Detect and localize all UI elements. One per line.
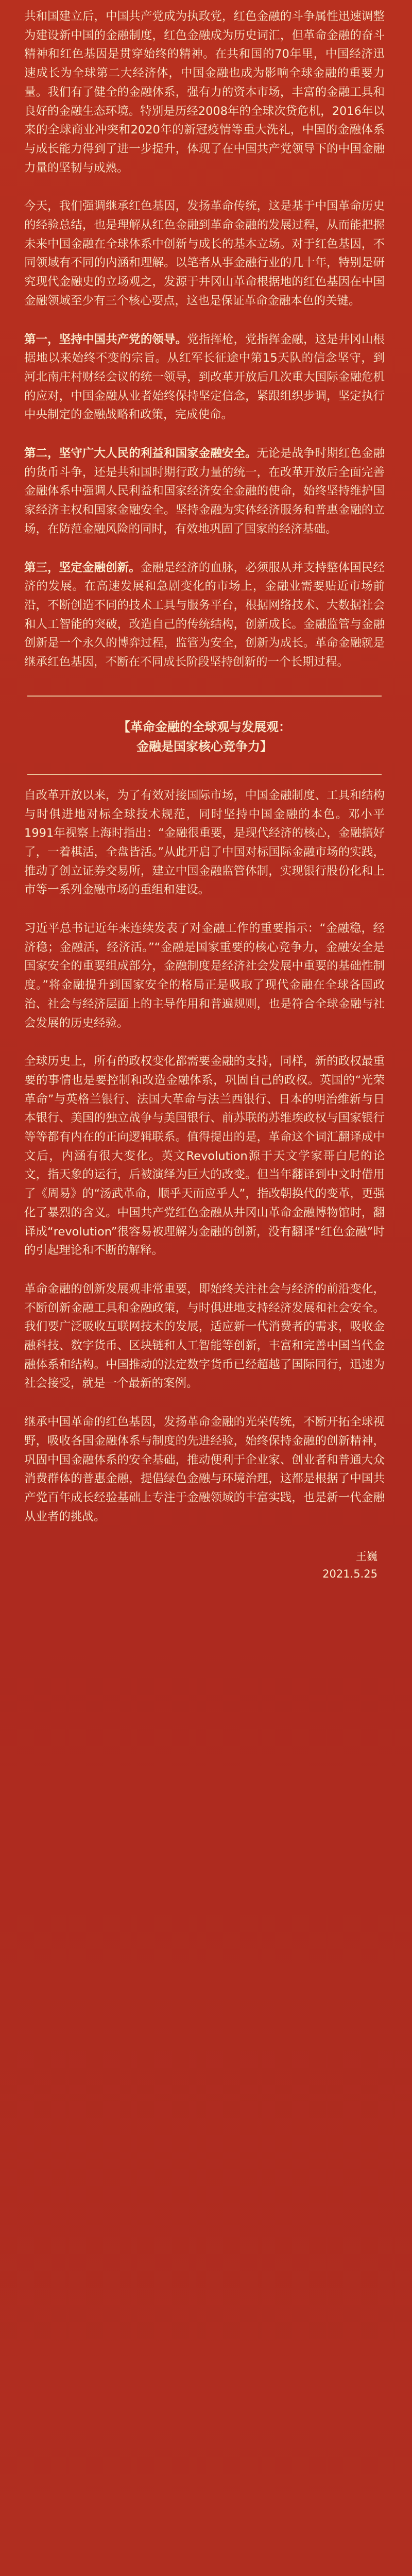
paragraph-lead: 第一，坚持中国共产党的领导。 — [24, 332, 187, 346]
paragraph-4: 第二，坚守广大人民的利益和国家金融安全。无论是战争时期红色金融的货币斗争，还是共和国时期行政力量的统一，在改革开放后全面完善金融体系中强调人民利益和国家经济安全金融的使命，始终坚持维护国家经济主权和国家金融安全。坚持金融为实体经济服务和普惠金融的立场，在防范金融风险的同时，有效地巩固了国家的经济基础。 — [24, 447, 385, 536]
paragraph-lead: 第三，坚定金融创新。 — [24, 561, 141, 574]
paragraph-3: 第一，坚持中国共产党的领导。党指挥枪，党指挥金融，这是井冈山根据地以来始终不变的宗旨。从红军长征途中第15天队的信念坚守，到河北南庄村财经会议的统一领导，到改革开放后几次重大国际金融危机的应对，中国金融从业者始终保持坚定信念，紧跟组织步调，坚定执行中央制定的金融战略和政策，完成使命。 — [24, 332, 385, 422]
paragraph-lead: 第二，坚守广大人民的利益和国家金融安全。 — [24, 447, 257, 461]
section-highlight — [27, 696, 382, 775]
paragraph-1: 共和国建立后，中国共产党成为执政党，红色金融的斗争属性迅速调整为建设新中国的金融制度，红色金融成为历史词汇，但革命金融的奋斗精神和红色基因是贯穿始终的精神。在共和国的70年里，中国经济迅速成长为全球第二大经济体，中国金融也成为影响全球金融的重要力量。我们有了健全的金融体系，强有力的资本市场，丰富的金融工具和良好的金融生态环境。特别是历经2008年的全球次贷危机，2016年以来的全球商业冲突和2020年的新冠疫情等重大洗礼，中国的金融体系与成长能力得到了进一步提升，体现了在中国共产党领导下的中国金融力量的坚韧与成熟。 — [24, 10, 385, 175]
article-content — [24, 7, 385, 1583]
divider-bottom — [27, 774, 382, 775]
paragraph-9: 革命金融的创新发展观非常重要，即始终关注社会与经济的前沿变化，不断创新金融工具和金融政策，与时俱进地支持经济发展和社会安全。我们要广泛吸收互联网技术的发展，适应新一代消费者的需求，吸收金融科技、数字货币、区块链和人工智能等创新，丰富和完善中国当代金融体系和结构。中国推动的法定数字货币已经超越了国际同行，迅速为社会接受，就是一个最新的案例。 — [24, 1282, 385, 1391]
publish-date: 2021.5.25 — [322, 1568, 377, 1581]
paragraph-6: 自改革开放以来，为了有效对接国际市场，中国金融制度、工具和结构与时俱进地对标全球技术规范，同时坚持中国金融的本色。邓小平1991年视察上海时指出：“金融很重要，是现代经济的核心，金融搞好了，一着棋活，全盘皆活。”从此开启了中国对标国际金融市场的实践，推动了创立证券交易所，建立中国金融监管体制，实现银行股份化和上市等一系列金融市场的重组和建设。 — [24, 788, 385, 897]
paragraph-5: 第三，坚定金融创新。金融是经济的血脉，必须服从并支持整体国民经济的发展。在高速发展和急剧变化的市场上，金融业需要贴近市场前沿，不断创造不同的技术工具与服务平台，根据网络技术、大数据社会和人工智能的突破，改造自己的传统结构，创新成长。金融监管与金融创新是一个永久的博弈过程，监管为安全，创新为成长。革命金融就是继承红色基因，不断在不同成长阶段坚持创新的一个长期过程。 — [24, 561, 385, 669]
paragraph-7: 习近平总书记近年来连续发表了对金融工作的重要指示：“金融稳，经济稳；金融活，经济活。”“金融是国家重要的核心竞争力，金融安全是国家安全的重要组成部分，金融制度是经济社会发展中重要的基础性制度。”将金融提升到国家安全的格局正是吸取了现代金融在全球各国政治、社会与经济层面上的主导作用和普遍规则，也是符合全球金融与社会发展的历史经验。 — [24, 922, 385, 1030]
paragraph-8: 全球历史上，所有的政权变化都需要金融的支持，同样，新的政权最重要的事情也是要控制和改造金融体系，巩固自己的政权。英国的“光荣革命”与英格兰银行、法国大革命与法兰西银行、日本的明治维新与日本银行、美国的独立战争与美国银行、前苏联的苏维埃政权与国家银行等等都有内在的正向逻辑联系。值得提出的是，革命这个词汇翻译成中文后，内涵有很大变化。英文Revolution源于天文学家哥白尼的论文，指天象的运行，后被演绎为巨大的改变。但当年翻译到中文时借用了《周易》的“汤武革命，顺乎天而应乎人”，指改朝换代的变革，更强化了暴烈的含义。中国共产党红色金融从井冈山革命金融博物馆时，翻译成“revolution”很容易被理解为金融的创新，没有翻译“红色金融”时的引起理论和不断的解释。 — [24, 1055, 385, 1258]
section-heading: 【革命金融的全球观与发展观： 金融是国家核心竞争力】 — [118, 719, 291, 754]
paragraph-10: 继承中国革命的红色基因，发扬革命金融的光荣传统，不断开拓全球视野，吸收各国金融体系与制度的先进经验，始终保持金融的创新精神，巩固中国金融体系的安全基础，推动便利于企业家、创业者和普通大众消费群体的普惠金融，提倡绿色金融与环境治理，这都是根据了中国共产党百年成长经验基础上专注于金融领域的丰富实践，也是新一代金融从业者的挑战。 — [24, 1415, 385, 1523]
author-name: 王巍 — [356, 1550, 377, 1563]
paragraph-2: 今天，我们强调继承红色基因，发扬革命传统，这是基于中国革命历史的经验总结，也是理解从红色金融到革命金融的发展过程，从而能把握未来中国金融在全球体系中创新与成长的基本立场。对于红色基因，不同领域有不同的内涵和理解。以笔者从事金融行业的几十年，特别是研究现代金融史的立场观之，发源于井冈山革命根据地的红色基因在中国金融领域至少有三个核心要点，这也是保证革命金融本色的关键。 — [24, 199, 385, 308]
divider-top — [27, 696, 382, 697]
